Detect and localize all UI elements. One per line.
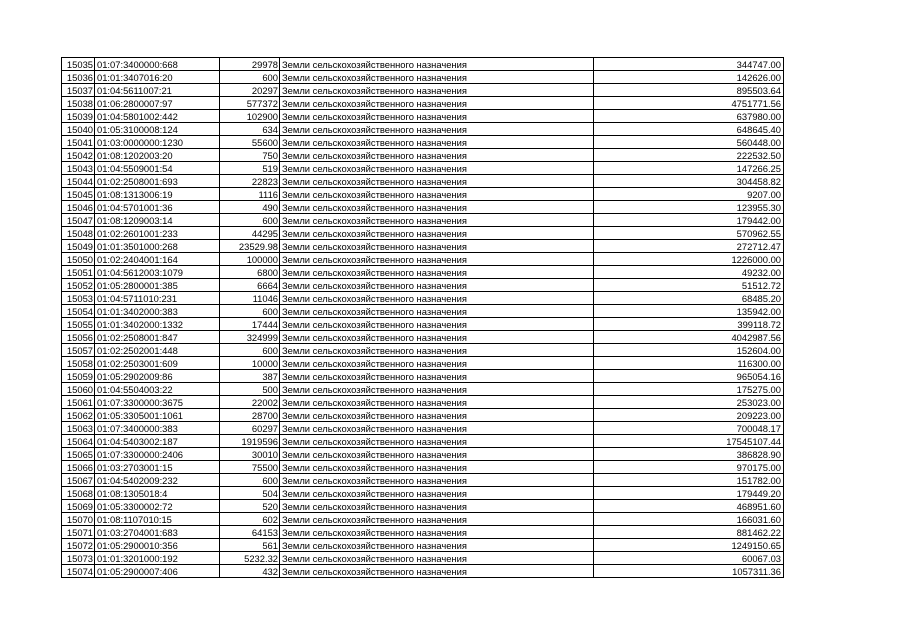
- cadastral-number-cell: 01:05:3300002:72: [95, 500, 220, 513]
- row-number-cell: 15042: [62, 149, 95, 162]
- area-cell: 64153: [220, 526, 280, 539]
- land-category-cell: Земли сельскохозяйственного назначения: [280, 357, 594, 370]
- row-number-cell: 15038: [62, 97, 95, 110]
- cadastral-number-cell: 01:08:1202003:20: [95, 149, 220, 162]
- cadastral-value-cell: 179442.00: [594, 214, 784, 227]
- row-number-cell: 15069: [62, 500, 95, 513]
- land-category-cell: Земли сельскохозяйственного назначения: [280, 422, 594, 435]
- area-cell: 600: [220, 71, 280, 84]
- cadastral-value-cell: 147266.25: [594, 162, 784, 175]
- row-number-cell: 15037: [62, 84, 95, 97]
- cadastral-number-cell: 01:05:2902009:86: [95, 370, 220, 383]
- cadastral-value-cell: 4042987.56: [594, 331, 784, 344]
- land-category-cell: Земли сельскохозяйственного назначения: [280, 201, 594, 214]
- table-row: [62, 266, 784, 279]
- area-cell: 324999: [220, 331, 280, 344]
- cadastral-number-cell: 01:02:2508001:693: [95, 175, 220, 188]
- table-row: [62, 71, 784, 84]
- table-row: [62, 487, 784, 500]
- area-cell: 600: [220, 305, 280, 318]
- land-category-cell: Земли сельскохозяйственного назначения: [280, 552, 594, 565]
- land-category-cell: Земли сельскохозяйственного назначения: [280, 448, 594, 461]
- row-number-cell: 15046: [62, 201, 95, 214]
- cadastral-number-cell: 01:04:5509001:54: [95, 162, 220, 175]
- land-category-cell: Земли сельскохозяйственного назначения: [280, 123, 594, 136]
- row-number-cell: 15056: [62, 331, 95, 344]
- table-body: [62, 58, 784, 578]
- cadastral-value-cell: 560448.00: [594, 136, 784, 149]
- cadastral-number-cell: 01:05:2800001:385: [95, 279, 220, 292]
- area-cell: 44295: [220, 227, 280, 240]
- table-row: [62, 357, 784, 370]
- row-number-cell: 15041: [62, 136, 95, 149]
- row-number-cell: 15057: [62, 344, 95, 357]
- row-number-cell: 15062: [62, 409, 95, 422]
- area-cell: 500: [220, 383, 280, 396]
- cadastral-number-cell: 01:02:2404001:164: [95, 253, 220, 266]
- cadastral-value-cell: 253023.00: [594, 396, 784, 409]
- row-number-cell: 15048: [62, 227, 95, 240]
- area-cell: 432: [220, 565, 280, 578]
- row-number-cell: 15049: [62, 240, 95, 253]
- row-number-cell: 15054: [62, 305, 95, 318]
- area-cell: 634: [220, 123, 280, 136]
- cadastral-value-cell: 965054.16: [594, 370, 784, 383]
- cadastral-value-cell: 1249150.65: [594, 539, 784, 552]
- cadastral-value-cell: 1057311.36: [594, 565, 784, 578]
- table-row: [62, 175, 784, 188]
- row-number-cell: 15061: [62, 396, 95, 409]
- table-row: [62, 474, 784, 487]
- table-row: [62, 214, 784, 227]
- cadastral-value-cell: 648645.40: [594, 123, 784, 136]
- land-category-cell: Земли сельскохозяйственного назначения: [280, 565, 594, 578]
- row-number-cell: 15047: [62, 214, 95, 227]
- area-cell: 519: [220, 162, 280, 175]
- row-number-cell: 15050: [62, 253, 95, 266]
- cadastral-value-cell: 135942.00: [594, 305, 784, 318]
- cadastral-value-cell: 49232.00: [594, 266, 784, 279]
- cadastral-value-cell: 17545107.44: [594, 435, 784, 448]
- cadastral-value-cell: 344747.00: [594, 58, 784, 71]
- land-category-cell: Земли сельскохозяйственного назначения: [280, 136, 594, 149]
- cadastral-value-cell: 272712.47: [594, 240, 784, 253]
- land-category-cell: Земли сельскохозяйственного назначения: [280, 214, 594, 227]
- land-category-cell: Земли сельскохозяйственного назначения: [280, 305, 594, 318]
- table-row: [62, 435, 784, 448]
- cadastral-value-cell: 152604.00: [594, 344, 784, 357]
- table-row: [62, 370, 784, 383]
- cadastral-value-cell: 142626.00: [594, 71, 784, 84]
- land-category-cell: Земли сельскохозяйственного назначения: [280, 318, 594, 331]
- row-number-cell: 15036: [62, 71, 95, 84]
- table-row: [62, 565, 784, 578]
- area-cell: 55600: [220, 136, 280, 149]
- cadastral-number-cell: 01:04:5402009:232: [95, 474, 220, 487]
- row-number-cell: 15044: [62, 175, 95, 188]
- land-category-cell: Земли сельскохозяйственного назначения: [280, 110, 594, 123]
- cadastral-value-cell: 700048.17: [594, 422, 784, 435]
- row-number-cell: 15045: [62, 188, 95, 201]
- row-number-cell: 15074: [62, 565, 95, 578]
- row-number-cell: 15053: [62, 292, 95, 305]
- table-row: [62, 318, 784, 331]
- land-category-cell: Земли сельскохозяйственного назначения: [280, 409, 594, 422]
- area-cell: 28700: [220, 409, 280, 422]
- land-category-cell: Земли сельскохозяйственного назначения: [280, 84, 594, 97]
- cadastral-number-cell: 01:03:2704001:683: [95, 526, 220, 539]
- land-category-cell: Земли сельскохозяйственного назначения: [280, 175, 594, 188]
- table-row: [62, 292, 784, 305]
- table-row: [62, 344, 784, 357]
- land-category-cell: Земли сельскохозяйственного назначения: [280, 513, 594, 526]
- row-number-cell: 15043: [62, 162, 95, 175]
- table-row: [62, 201, 784, 214]
- row-number-cell: 15066: [62, 461, 95, 474]
- land-category-cell: Земли сельскохозяйственного назначения: [280, 240, 594, 253]
- cadastral-value-cell: 637980.00: [594, 110, 784, 123]
- cadastral-value-cell: 4751771.56: [594, 97, 784, 110]
- cadastral-number-cell: 01:06:2800007:97: [95, 97, 220, 110]
- cadastral-value-cell: 970175.00: [594, 461, 784, 474]
- cadastral-number-cell: 01:04:5403002:187: [95, 435, 220, 448]
- table-row: [62, 253, 784, 266]
- row-number-cell: 15039: [62, 110, 95, 123]
- cadastral-number-cell: 01:02:2502001:448: [95, 344, 220, 357]
- land-category-cell: Земли сельскохозяйственного назначения: [280, 435, 594, 448]
- cadastral-value-cell: 881462.22: [594, 526, 784, 539]
- land-category-cell: Земли сельскохозяйственного назначения: [280, 58, 594, 71]
- cadastral-number-cell: 01:08:1313006:19: [95, 188, 220, 201]
- table-row: [62, 513, 784, 526]
- row-number-cell: 15058: [62, 357, 95, 370]
- area-cell: 561: [220, 539, 280, 552]
- area-cell: 17444: [220, 318, 280, 331]
- table-row: [62, 305, 784, 318]
- land-category-cell: Земли сельскохозяйственного назначения: [280, 266, 594, 279]
- land-category-cell: Земли сельскохозяйственного назначения: [280, 279, 594, 292]
- cadastral-number-cell: 01:04:5612003:1079: [95, 266, 220, 279]
- table-row: [62, 383, 784, 396]
- cadastral-number-cell: 01:07:3400000:383: [95, 422, 220, 435]
- table-row: [62, 123, 784, 136]
- cadastral-value-cell: 68485.20: [594, 292, 784, 305]
- row-number-cell: 15051: [62, 266, 95, 279]
- cadastral-value-cell: 386828.90: [594, 448, 784, 461]
- area-cell: 600: [220, 344, 280, 357]
- cadastral-number-cell: 01:01:3501000:268: [95, 240, 220, 253]
- cadastral-number-cell: 01:04:5801002:442: [95, 110, 220, 123]
- area-cell: 75500: [220, 461, 280, 474]
- area-cell: 6664: [220, 279, 280, 292]
- area-cell: 577372: [220, 97, 280, 110]
- cadastral-value-cell: 1226000.00: [594, 253, 784, 266]
- row-number-cell: 15068: [62, 487, 95, 500]
- land-category-cell: Земли сельскохозяйственного назначения: [280, 253, 594, 266]
- cadastral-number-cell: 01:02:2508001:847: [95, 331, 220, 344]
- cadastral-value-cell: 468951.60: [594, 500, 784, 513]
- cadastral-value-cell: 570962.55: [594, 227, 784, 240]
- cadastral-value-cell: 175275.00: [594, 383, 784, 396]
- row-number-cell: 15072: [62, 539, 95, 552]
- row-number-cell: 15063: [62, 422, 95, 435]
- cadastral-number-cell: 01:01:3402000:1332: [95, 318, 220, 331]
- table-row: [62, 448, 784, 461]
- table-row: [62, 136, 784, 149]
- area-cell: 750: [220, 149, 280, 162]
- land-category-cell: Земли сельскохозяйственного назначения: [280, 188, 594, 201]
- row-number-cell: 15070: [62, 513, 95, 526]
- land-category-cell: Земли сельскохозяйственного назначения: [280, 149, 594, 162]
- cadastral-number-cell: 01:07:3400000:668: [95, 58, 220, 71]
- row-number-cell: 15055: [62, 318, 95, 331]
- area-cell: 20297: [220, 84, 280, 97]
- cadastral-number-cell: 01:01:3402000:383: [95, 305, 220, 318]
- area-cell: 1919596: [220, 435, 280, 448]
- land-category-cell: Земли сельскохозяйственного назначения: [280, 396, 594, 409]
- land-category-cell: Земли сельскохозяйственного назначения: [280, 370, 594, 383]
- land-category-cell: Земли сельскохозяйственного назначения: [280, 97, 594, 110]
- land-plots-table: [61, 57, 784, 578]
- row-number-cell: 15060: [62, 383, 95, 396]
- cadastral-value-cell: 222532.50: [594, 149, 784, 162]
- row-number-cell: 15073: [62, 552, 95, 565]
- area-cell: 30010: [220, 448, 280, 461]
- table-row: [62, 227, 784, 240]
- cadastral-value-cell: 179449.20: [594, 487, 784, 500]
- table-row: [62, 240, 784, 253]
- table-row: [62, 526, 784, 539]
- cadastral-number-cell: 01:01:3201000:192: [95, 552, 220, 565]
- cadastral-number-cell: 01:04:5711010:231: [95, 292, 220, 305]
- cadastral-number-cell: 01:08:1107010:15: [95, 513, 220, 526]
- area-cell: 387: [220, 370, 280, 383]
- land-category-cell: Земли сельскохозяйственного назначения: [280, 383, 594, 396]
- cadastral-number-cell: 01:03:2703001:15: [95, 461, 220, 474]
- cadastral-value-cell: 304458.82: [594, 175, 784, 188]
- land-category-cell: Земли сельскохозяйственного назначения: [280, 162, 594, 175]
- area-cell: 22002: [220, 396, 280, 409]
- area-cell: 490: [220, 201, 280, 214]
- table-row: [62, 422, 784, 435]
- row-number-cell: 15071: [62, 526, 95, 539]
- area-cell: 600: [220, 214, 280, 227]
- row-number-cell: 15065: [62, 448, 95, 461]
- land-category-cell: Земли сельскохозяйственного назначения: [280, 526, 594, 539]
- table-row: [62, 162, 784, 175]
- cadastral-number-cell: 01:01:3407016:20: [95, 71, 220, 84]
- cadastral-value-cell: 399118.72: [594, 318, 784, 331]
- area-cell: 29978: [220, 58, 280, 71]
- cadastral-number-cell: 01:07:3300000:2406: [95, 448, 220, 461]
- cadastral-number-cell: 01:05:3100008:124: [95, 123, 220, 136]
- cadastral-number-cell: 01:02:2601001:233: [95, 227, 220, 240]
- cadastral-number-cell: 01:04:5611007:21: [95, 84, 220, 97]
- land-category-cell: Земли сельскохозяйственного назначения: [280, 539, 594, 552]
- area-cell: 23529.98: [220, 240, 280, 253]
- cadastral-number-cell: 01:05:2900010:356: [95, 539, 220, 552]
- area-cell: 100000: [220, 253, 280, 266]
- cadastral-number-cell: 01:02:2503001:609: [95, 357, 220, 370]
- row-number-cell: 15052: [62, 279, 95, 292]
- table-row: [62, 552, 784, 565]
- cadastral-number-cell: 01:04:5701001:36: [95, 201, 220, 214]
- land-category-cell: Земли сельскохозяйственного назначения: [280, 461, 594, 474]
- area-cell: 102900: [220, 110, 280, 123]
- table-row: [62, 396, 784, 409]
- cadastral-value-cell: 60067.03: [594, 552, 784, 565]
- table-row: [62, 331, 784, 344]
- land-category-cell: Земли сельскохозяйственного назначения: [280, 71, 594, 84]
- land-category-cell: Земли сельскохозяйственного назначения: [280, 344, 594, 357]
- land-category-cell: Земли сельскохозяйственного назначения: [280, 474, 594, 487]
- land-category-cell: Земли сельскохозяйственного назначения: [280, 500, 594, 513]
- cadastral-value-cell: 209223.00: [594, 409, 784, 422]
- land-category-cell: Земли сельскохозяйственного назначения: [280, 227, 594, 240]
- area-cell: 600: [220, 474, 280, 487]
- row-number-cell: 15067: [62, 474, 95, 487]
- table-row: [62, 84, 784, 97]
- cadastral-value-cell: 895503.64: [594, 84, 784, 97]
- cadastral-number-cell: 01:07:3300000:3675: [95, 396, 220, 409]
- area-cell: 520: [220, 500, 280, 513]
- table-row: [62, 279, 784, 292]
- cadastral-value-cell: 116300.00: [594, 357, 784, 370]
- cadastral-number-cell: 01:08:1209003:14: [95, 214, 220, 227]
- row-number-cell: 15035: [62, 58, 95, 71]
- area-cell: 1116: [220, 188, 280, 201]
- table-row: [62, 188, 784, 201]
- cadastral-value-cell: 51512.72: [594, 279, 784, 292]
- table-row: [62, 149, 784, 162]
- table-row: [62, 461, 784, 474]
- cadastral-value-cell: 9207.00: [594, 188, 784, 201]
- cadastral-value-cell: 123955.30: [594, 201, 784, 214]
- table-row: [62, 110, 784, 123]
- cadastral-value-cell: 166031.60: [594, 513, 784, 526]
- area-cell: 10000: [220, 357, 280, 370]
- table-row: [62, 500, 784, 513]
- land-category-cell: Земли сельскохозяйственного назначения: [280, 487, 594, 500]
- area-cell: 22823: [220, 175, 280, 188]
- cadastral-number-cell: 01:04:5504003:22: [95, 383, 220, 396]
- row-number-cell: 15059: [62, 370, 95, 383]
- table-row: [62, 58, 784, 71]
- area-cell: 6800: [220, 266, 280, 279]
- area-cell: 504: [220, 487, 280, 500]
- table-row: [62, 539, 784, 552]
- cadastral-value-cell: 151782.00: [594, 474, 784, 487]
- cadastral-number-cell: 01:05:3305001:1061: [95, 409, 220, 422]
- table-row: [62, 409, 784, 422]
- area-cell: 5232.32: [220, 552, 280, 565]
- cadastral-number-cell: 01:05:2900007:406: [95, 565, 220, 578]
- area-cell: 602: [220, 513, 280, 526]
- cadastral-number-cell: 01:08:1305018:4: [95, 487, 220, 500]
- land-category-cell: Земли сельскохозяйственного назначения: [280, 292, 594, 305]
- area-cell: 60297: [220, 422, 280, 435]
- row-number-cell: 15040: [62, 123, 95, 136]
- row-number-cell: 15064: [62, 435, 95, 448]
- table-row: [62, 97, 784, 110]
- cadastral-number-cell: 01:03:0000000:1230: [95, 136, 220, 149]
- land-category-cell: Земли сельскохозяйственного назначения: [280, 331, 594, 344]
- area-cell: 11046: [220, 292, 280, 305]
